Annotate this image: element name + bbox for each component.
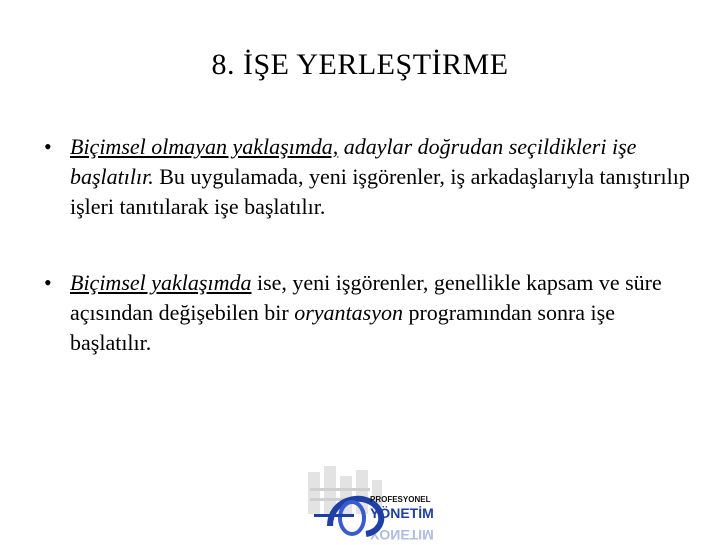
bullet-dot: • — [44, 134, 52, 159]
formal-approach-term: Biçimsel yaklaşımda — [70, 270, 252, 295]
bullet-dot: • — [44, 270, 52, 295]
orientation-term: oryantasyon — [294, 300, 403, 325]
formal-approach-text-a: ise, yeni işgörenler, genellikle kapsam ve süre açısından değişebilen bir — [70, 270, 662, 325]
informal-approach-text: Bu uygulamada, yeni işgörenler, iş arkadaşlarıyla tanıştırılıp işleri tanıtılarak işe başlatılır. — [70, 164, 690, 219]
formal-approach-text-b: programından sonra işe başlatılır. — [70, 300, 615, 355]
logo-line2: YÖNETİM — [370, 505, 434, 521]
bullet-formal-approach — [44, 268, 694, 358]
slide-title: 8. İŞE YERLEŞTİRME — [211, 48, 509, 81]
profesyonel-yonetim-logo — [300, 462, 450, 540]
svg-text:YÖNETİM: YÖNETİM — [370, 527, 434, 540]
informal-approach-italic-text: adaylar doğrudan seçildikleri işe başlatılır. — [70, 134, 637, 189]
informal-approach-term: Biçimsel olmayan yaklaşımda, — [70, 134, 339, 159]
bullet-informal-approach — [44, 132, 694, 222]
logo-line1: PROFESYONEL — [370, 495, 431, 504]
bullet-list — [44, 132, 694, 358]
